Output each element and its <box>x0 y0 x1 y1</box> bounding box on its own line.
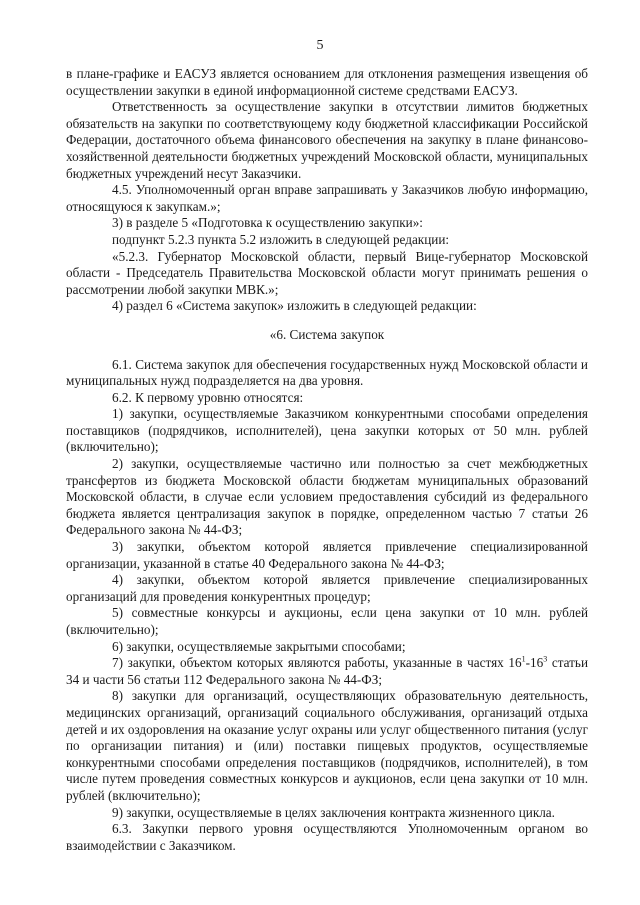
paragraph: 6.3. Закупки первого уровня осуществляются Уполномоченным органом во взаимодействии с Заказчиком. <box>66 821 588 853</box>
document-body <box>66 66 588 854</box>
paragraph: «5.2.3. Губернатор Московской области, первый Вице-губернатор Московской области - Председатель Правительства Московской области могут принимать решения о рассмотрении любой закупки МВК.»; <box>66 248 588 297</box>
list-item: 2) закупки, осуществляемые частично или полностью за счет межбюджетных трансфертов из бюджета Московской области бюджетам муниципальных образований Московской области, в случае если условием предоставления субсидий из федерального бюджета является централизация закупок в порядке, определенном частью 7 статьи 26 Федерального закона № 44-ФЗ; <box>66 456 588 538</box>
paragraph: 6.2. К первому уровню относятся: <box>112 389 304 405</box>
list-item: 6) закупки, осуществляемые закрытыми способами; <box>112 638 406 654</box>
paragraph: 4) раздел 6 «Система закупок» изложить в следующей редакции: <box>112 298 477 314</box>
paragraph: Ответственность за осуществление закупки в отсутствии лимитов бюджетных обязательств на закупки по соответствующему коду бюджетной классификации Российской Федерации, достаточного объема финансового обеспечения на закупку в плане финансово-хозяйственной деятельности бюджетных учреждений Московской области, муниципальных бюджетных учреждений несут Заказчики. <box>66 99 588 181</box>
item7-text: статьи 34 и части 56 статьи 112 Федерального закона № 44-ФЗ; <box>66 655 588 687</box>
item7-text: -16 <box>525 655 544 671</box>
paragraph: 3) в разделе 5 «Подготовка к осуществлению закупки»: <box>112 215 423 231</box>
section-heading: «6. Система закупок <box>269 326 385 342</box>
list-item <box>66 655 588 688</box>
list-item: 8) закупки для организаций, осуществляющих образовательную деятельность, медицинских организаций, организаций социального обслуживания, организаций отдыха детей и их оздоровления на оказание услуг охраны или услуг общественного питания (услуг по организации питания) и (или) поставки пищевых продуктов, осуществляемые конкурентными способами определения поставщиков (подрядчиков, исполнителей), в том числе путем проведения совместных конкурсов и аукционов, если цена закупки от 10 млн. рублей (включительно); <box>66 688 588 803</box>
page-number: 5 <box>316 38 324 53</box>
list-item: 3) закупки, объектом которой является привлечение специализированной организации, указанной в статье 40 Федерального закона № 44-ФЗ; <box>66 539 588 571</box>
list-item: 5) совместные конкурсы и аукционы, если цена закупки от 10 млн. рублей (включительно); <box>66 605 588 637</box>
list-item: 9) закупки, осуществляемые в целях заключения контракта жизненного цикла. <box>112 804 555 820</box>
paragraph: 6.1. Система закупок для обеспечения государственных нужд Московской области и муниципальных нужд подразделяется на два уровня. <box>66 356 588 389</box>
superscript: 3 <box>543 654 548 664</box>
paragraph: 4.5. Уполномоченный орган вправе запрашивать у Заказчиков любую информацию, относящуюся к закупкам.»; <box>66 182 588 214</box>
item7-text: 7) закупки, объектом которых являются работы, указанные в частях 16 <box>112 655 522 671</box>
list-item: 1) закупки, осуществляемые Заказчиком конкурентными способами определения поставщиков (подрядчиков, исполнителей), цена закупки которых от 50 млн. рублей (включительно); <box>66 406 588 455</box>
paragraph: в плане-графике и ЕАСУЗ является основанием для отклонения размещения извещения об осуществлении закупки в единой информационной системе средствами ЕАСУЗ. <box>66 66 588 98</box>
paragraph: подпункт 5.2.3 пункта 5.2 изложить в следующей редакции: <box>112 231 450 247</box>
superscript: 1 <box>521 654 526 664</box>
list-item: 4) закупки, объектом которой является привлечение специализированных организаций для проведения конкурентных процедур; <box>66 572 588 604</box>
